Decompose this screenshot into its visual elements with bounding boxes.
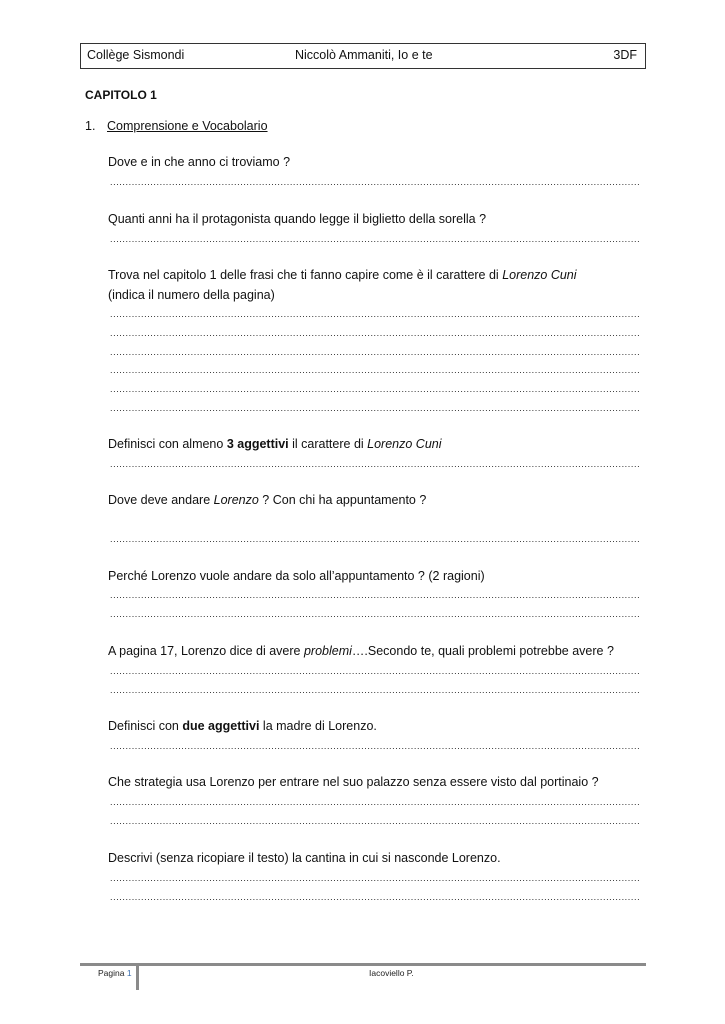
question-4-text-b: il carattere di [288, 437, 368, 451]
question-6: Perché Lorenzo vuole andare da solo all’appuntamento ? (2 ragioni) [108, 569, 485, 583]
question-5-text-b: ? Con chi ha appuntamento ? [258, 493, 427, 507]
question-10: Descrivi (senza ricopiare il testo) la cantina in cui si nasconde Lorenzo. [108, 851, 501, 865]
header-school: Collège Sismondi [87, 48, 185, 62]
header-title: Niccolò Ammaniti, Io e te [295, 48, 433, 62]
footer-vertical-divider [136, 963, 139, 990]
chapter-heading: CAPITOLO 1 [85, 88, 157, 102]
question-1: Dove e in che anno ci troviamo ? [108, 155, 291, 169]
answer-line[interactable] [110, 891, 640, 903]
page-label: Pagina [98, 968, 127, 978]
question-7-text-a: A pagina 17, Lorenzo dice di avere [108, 644, 304, 658]
question-3-name: Lorenzo Cuni [502, 268, 577, 282]
answer-line[interactable] [110, 872, 640, 884]
answer-line[interactable] [110, 665, 640, 677]
question-5-name: Lorenzo [213, 493, 259, 507]
question-5 [108, 493, 426, 507]
answer-line[interactable] [110, 684, 640, 696]
answer-line[interactable] [110, 533, 640, 545]
question-5-text-a: Dove deve andare [108, 493, 214, 507]
answer-line[interactable] [110, 458, 640, 470]
answer-line[interactable] [110, 740, 640, 752]
question-2: Quanti anni ha il protagonista quando legge il biglietto della sorella ? [108, 212, 487, 226]
question-4-bold: 3 aggettivi [226, 437, 289, 451]
question-3 [108, 268, 577, 282]
question-8-bold: due aggettivi [182, 719, 260, 733]
page-header [80, 43, 646, 69]
footer-page-label [98, 968, 132, 978]
section-title: Comprensione e Vocabolario [107, 119, 268, 133]
answer-line[interactable] [110, 327, 640, 339]
question-7-text-b: ….Secondo te, quali problemi potrebbe avere ? [351, 644, 614, 658]
answer-line[interactable] [110, 383, 640, 395]
question-4 [108, 437, 442, 451]
question-7-italic: problemi [303, 644, 352, 658]
answer-line[interactable] [110, 402, 640, 414]
answer-line[interactable] [110, 364, 640, 376]
answer-line[interactable] [110, 176, 640, 188]
answer-line[interactable] [110, 796, 640, 808]
question-4-text-a: Definisci con almeno [108, 437, 227, 451]
answer-line[interactable] [110, 233, 640, 245]
question-8 [108, 719, 377, 733]
question-4-name: Lorenzo Cuni [367, 437, 442, 451]
section-number: 1. [85, 119, 96, 133]
question-9: Che strategia usa Lorenzo per entrare nel suo palazzo senza essere visto dal portinaio ? [108, 775, 599, 789]
question-8-text-a: Definisci con [108, 719, 183, 733]
answer-line[interactable] [110, 608, 640, 620]
question-3-text: Trova nel capitolo 1 delle frasi che ti fanno capire come è il carattere di [108, 268, 503, 282]
answer-line[interactable] [110, 346, 640, 358]
footer-author: Iacoviello P. [369, 968, 414, 978]
section-heading [85, 119, 268, 133]
question-7 [108, 644, 614, 658]
answer-line[interactable] [110, 589, 640, 601]
header-class: 3DF [613, 48, 637, 62]
page-number: 1 [126, 968, 132, 978]
answer-line[interactable] [110, 815, 640, 827]
footer-divider [80, 963, 646, 966]
question-3-note: (indica il numero della pagina) [108, 288, 275, 302]
question-8-text-b: la madre di Lorenzo. [259, 719, 377, 733]
answer-line[interactable] [110, 308, 640, 320]
